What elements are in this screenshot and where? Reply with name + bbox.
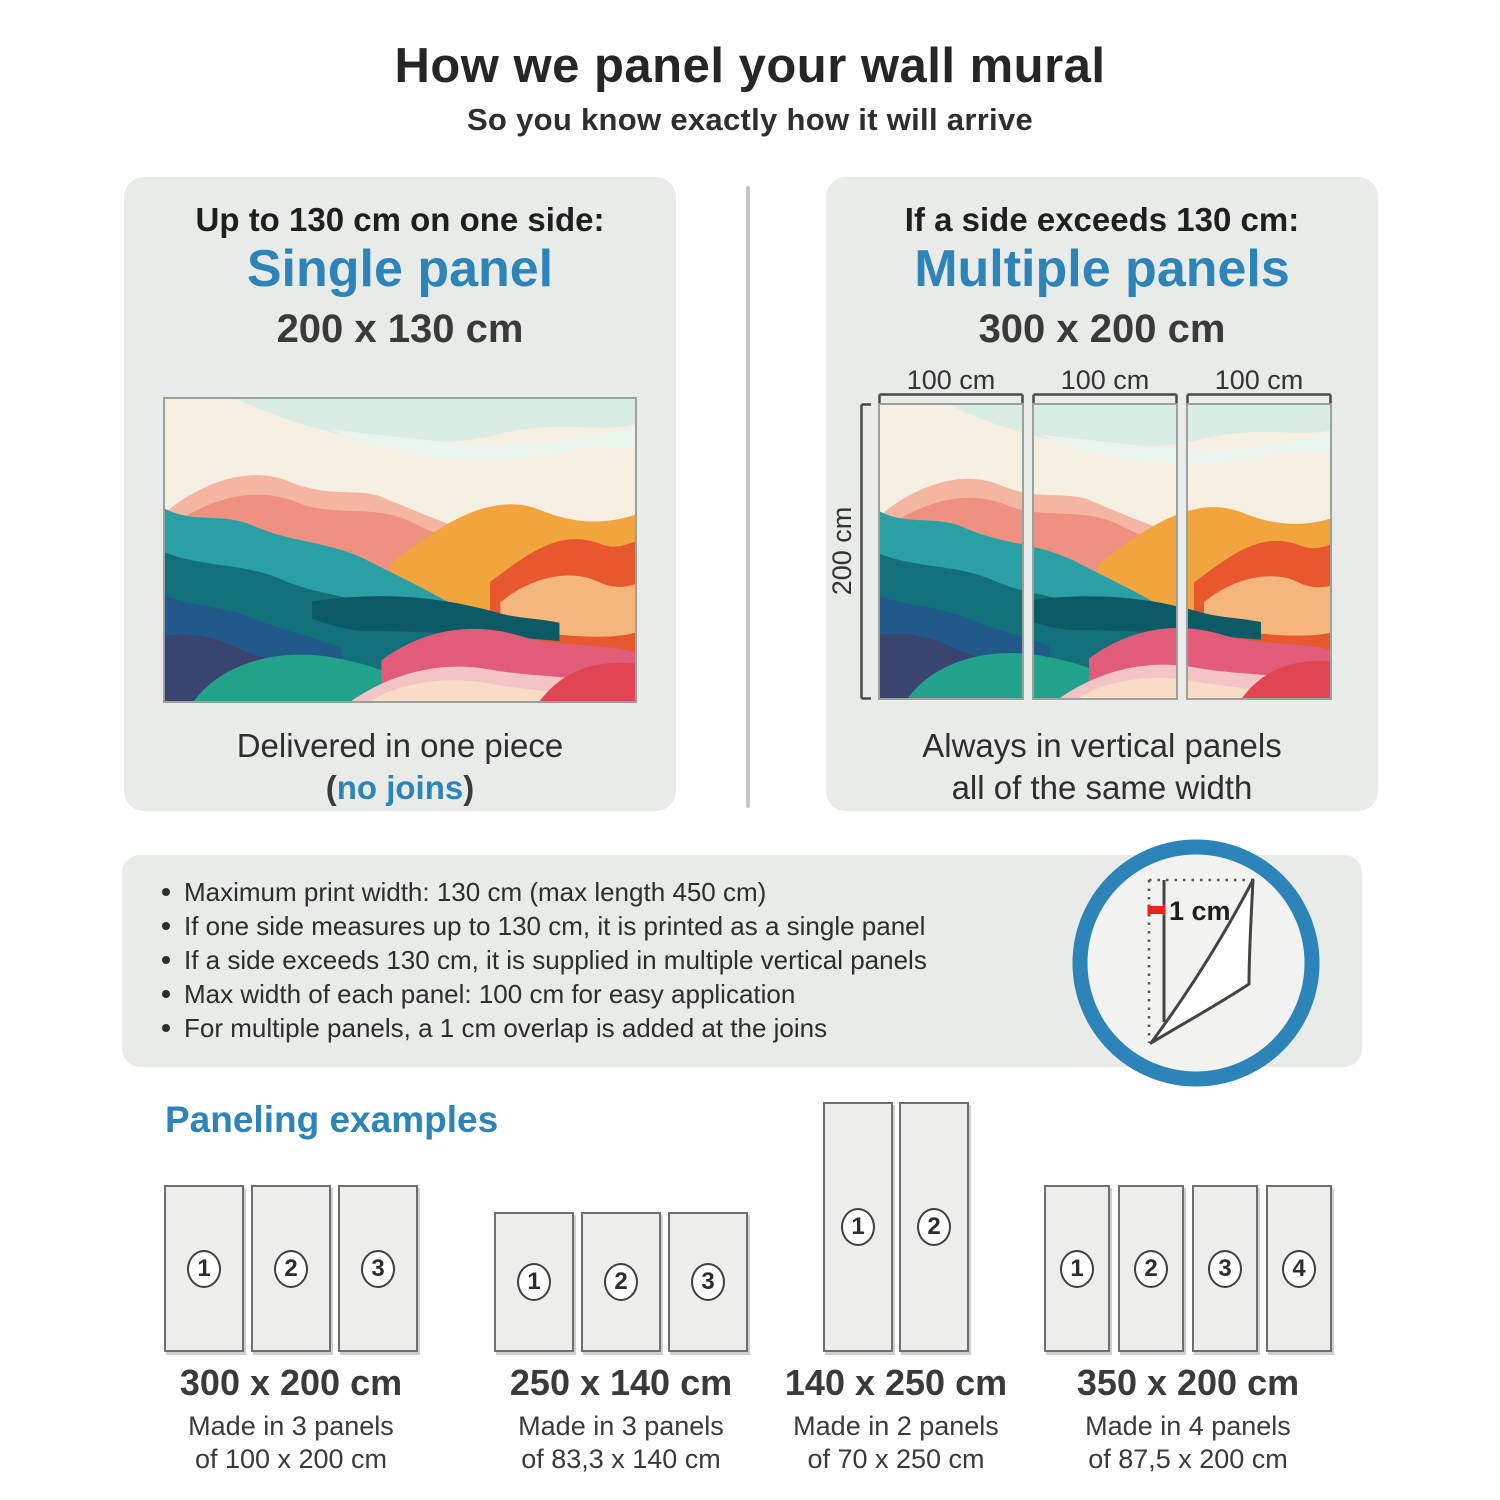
cards-divider xyxy=(746,186,750,808)
info-bullet-text: Maximum print width: 130 cm (max length 450 cm) xyxy=(184,876,767,907)
paneled-mural-image xyxy=(878,403,1332,700)
example-panel xyxy=(164,1185,244,1352)
mural-panel-3 xyxy=(1186,403,1332,700)
info-bullet xyxy=(162,943,927,977)
single-panel-note-joins xyxy=(124,769,676,807)
height-measure-bracket-icon xyxy=(860,403,872,700)
example-panel xyxy=(581,1212,661,1352)
single-panel-heading: Single panel xyxy=(246,240,554,298)
example-made-label: Made in 4 panels xyxy=(1085,1411,1291,1441)
single-panel-condition: Up to 130 cm on one side: xyxy=(195,201,605,238)
mural-panel-2 xyxy=(1032,403,1178,700)
paren-close: ) xyxy=(463,769,475,806)
example-panel-row xyxy=(121,1102,461,1352)
example-of-label: of 100 x 200 cm xyxy=(194,1444,388,1474)
panel-number-badge: 2 xyxy=(604,1263,638,1301)
example-350x200 xyxy=(1018,1102,1358,1476)
panel-number-badge: 2 xyxy=(274,1250,308,1288)
info-bullet-text: If one side measures up to 130 cm, it is printed as a single panel xyxy=(184,910,926,941)
example-panel-row xyxy=(726,1102,1066,1352)
info-bullet xyxy=(162,1011,927,1045)
example-made-label: Made in 2 panels xyxy=(793,1411,999,1441)
multiple-panels-note-line1: Always in vertical panels xyxy=(922,727,1282,764)
example-size-label: 300 x 200 cm xyxy=(179,1362,403,1403)
bullet-dot-icon xyxy=(162,888,170,896)
single-panel-dimensions: 200 x 130 cm xyxy=(276,307,524,351)
info-bullet-text: For multiple panels, a 1 cm overlap is added at the joins xyxy=(184,1012,828,1043)
single-panel-card xyxy=(124,177,676,811)
example-made-label: Made in 3 panels xyxy=(188,1411,394,1441)
multiple-panels-dimensions: 300 x 200 cm xyxy=(978,307,1226,351)
example-panel xyxy=(494,1212,574,1352)
panel-number-badge: 4 xyxy=(1282,1250,1316,1288)
bullet-dot-icon xyxy=(162,990,170,998)
width-label-2: 100 cm xyxy=(1060,365,1150,395)
example-panel xyxy=(1192,1185,1258,1352)
panel-number-badge: 2 xyxy=(1134,1250,1168,1288)
page-subtitle: So you know exactly how it will arrive xyxy=(466,102,1034,137)
example-panel xyxy=(1266,1185,1332,1352)
example-panel xyxy=(899,1102,969,1352)
panel-number-badge: 3 xyxy=(361,1250,395,1288)
panel-height-label: 200 cm xyxy=(826,506,857,596)
info-bullet xyxy=(162,977,927,1011)
example-size-label: 350 x 200 cm xyxy=(1076,1362,1300,1403)
example-300x200 xyxy=(121,1102,461,1476)
multiple-panels-condition: If a side exceeds 130 cm: xyxy=(904,201,1300,238)
overlap-illustration-icon xyxy=(1071,838,1321,1088)
info-bullet xyxy=(162,875,927,909)
example-panel xyxy=(823,1102,893,1352)
info-bullet-text: Max width of each panel: 100 cm for easy application xyxy=(184,978,796,1009)
example-panel xyxy=(338,1185,418,1352)
example-of-label: of 83,3 x 140 cm xyxy=(521,1444,721,1474)
example-size-label: 250 x 140 cm xyxy=(509,1362,733,1403)
example-140x250 xyxy=(726,1102,1066,1476)
bullet-dot-icon xyxy=(162,1024,170,1032)
paren-open: ( xyxy=(325,769,337,806)
example-size-label: 140 x 250 cm xyxy=(784,1362,1008,1403)
single-panel-note: Delivered in one piece xyxy=(236,727,564,764)
panel-number-badge: 2 xyxy=(917,1208,951,1246)
panel-number-badge: 1 xyxy=(841,1208,875,1246)
example-of-label: of 87,5 x 200 cm xyxy=(1088,1444,1288,1474)
bullet-dot-icon xyxy=(162,922,170,930)
overlap-size-label: 1 cm xyxy=(1169,896,1231,926)
page-title: How we panel your wall mural xyxy=(394,39,1106,93)
mural-panel-1 xyxy=(878,403,1024,700)
bullet-dot-icon xyxy=(162,956,170,964)
single-panel-mural-image xyxy=(163,397,637,703)
example-made-label: Made in 3 panels xyxy=(518,1411,724,1441)
example-panel-row xyxy=(1018,1102,1358,1352)
example-of-label: of 70 x 250 cm xyxy=(807,1444,985,1474)
panel-number-badge: 1 xyxy=(517,1263,551,1301)
example-panel xyxy=(1044,1185,1110,1352)
panel-number-badge: 1 xyxy=(187,1250,221,1288)
panel-number-badge: 3 xyxy=(691,1263,725,1301)
no-joins-highlight: no joins xyxy=(336,769,464,806)
example-panel xyxy=(251,1185,331,1352)
multiple-panels-note-line2: all of the same width xyxy=(951,769,1253,806)
panel-number-badge: 3 xyxy=(1208,1250,1242,1288)
example-panel xyxy=(1118,1185,1184,1352)
width-label-1: 100 cm xyxy=(906,365,996,395)
multiple-panels-card xyxy=(826,177,1378,811)
examples-heading: Paneling examples xyxy=(165,1099,499,1140)
panel-width-labels xyxy=(878,365,1332,396)
panel-number-badge: 1 xyxy=(1060,1250,1094,1288)
info-bullet xyxy=(162,909,927,943)
multiple-panels-heading: Multiple panels xyxy=(914,240,1290,298)
info-bullet-text: If a side exceeds 130 cm, it is supplied in multiple vertical panels xyxy=(184,944,927,975)
info-bullet-list xyxy=(162,875,927,1045)
width-label-3: 100 cm xyxy=(1214,365,1304,395)
